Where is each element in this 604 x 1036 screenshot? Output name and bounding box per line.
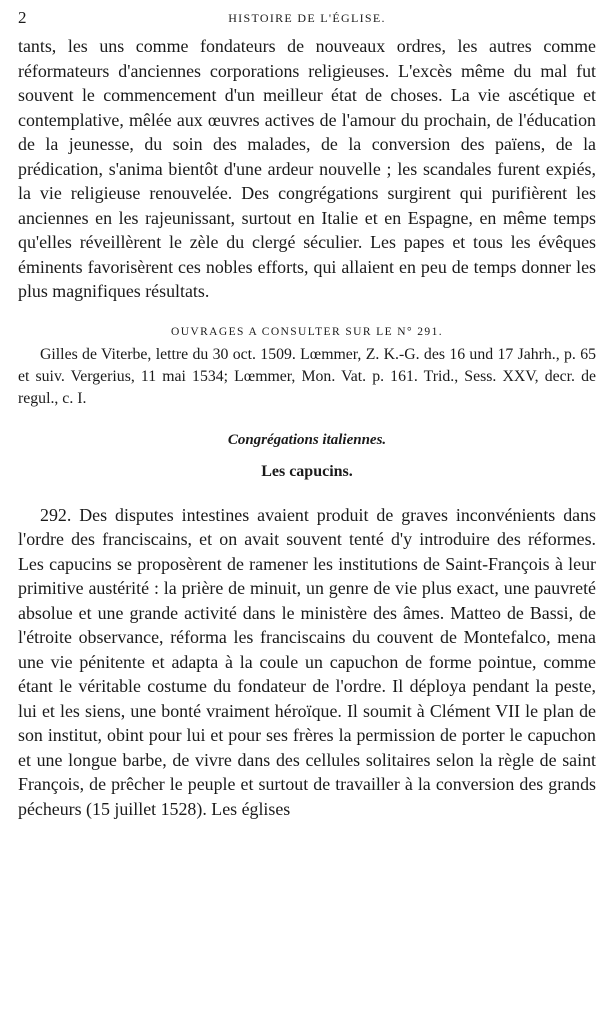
body-paragraph-292: 292. Des disputes intestines avaient produit de graves inconvénients dans l'ordre des franciscains, et on avait souvent tenté d'y introduire des réformes. Les capucins se proposèrent de ramener les institutions de Saint-François à leur primitive austérité : la prière de minuit, un genre de vie plus exact, une pauvreté absolue et une grande activité dans le ministère des âmes. Matteo de Bassi, de l'étroite observance, réforma les franciscains du couvent de Montefalco, mena une vie pénitente et adapta à la coule un capuchon de forme pointue, comme étant le véritable costume du fondateur de l'ordre. Il déploya pendant la peste, lui et les siens, une bonté vraiment héroïque. Il soumit à Clément VII le plan de son institut, obint pour lui et pour ses frères la permission de porter le capuchon et une longue barbe, de vivre dans des cellules solitaires selon la règle de saint François, de prêcher le peuple et surtout de travailler à la conversion des grands pécheurs (15 juillet 1528). Les églises: [18, 504, 596, 819]
page-number: 2: [18, 8, 27, 27]
references-heading: OUVRAGES A CONSULTER SUR LE N° 291.: [170, 325, 444, 338]
body-paragraph-continuation: tants, les uns comme fondateurs de nouveaux ordres, les autres comme réformateurs d'anciennes corporations religieuses. L'excès même du mal fut souvent le commencement d'un meilleur état de choses. La vie ascétique et contemplative, mêlée aux œuvres actives de l'amour du prochain, de l'éducation de la jeunesse, du soin des malades, de la conversion des païens, de la prédication, s'anima bientôt d'une ardeur nouvelle ; les scandales furent expiés, la vie religieuse renouvelée. Des congrégations surgirent qui purifièrent les anciennes en les rajeunissant, surtout en Italie et en Espagne, en même temps qu'elles réveillèrent le zèle du clergé séculier. Les papes et tous les évêques éminents favorisèrent ces nobles efforts, qui allaient en peu de temps donner les plus magnifiques résultats.: [18, 36, 596, 301]
page-header: [18, 8, 596, 34]
running-title: HISTOIRE DE L'ÉGLISE.: [228, 11, 386, 25]
section-heading: Congrégations italiennes.: [227, 431, 387, 448]
book-page: [18, 8, 596, 1030]
sub-heading: Les capucins.: [261, 462, 353, 480]
references-text: Gilles de Viterbe, lettre du 30 oct. 1509. Lœmmer, Z. K.-G. des 16 und 17 Jahrh., p. 65 et suiv. Vergerius, 11 mai 1534; Lœmmer, Mon. Vat. p. 161. Trid., Sess. XXV, decr. de regul., c. I.: [18, 345, 596, 407]
